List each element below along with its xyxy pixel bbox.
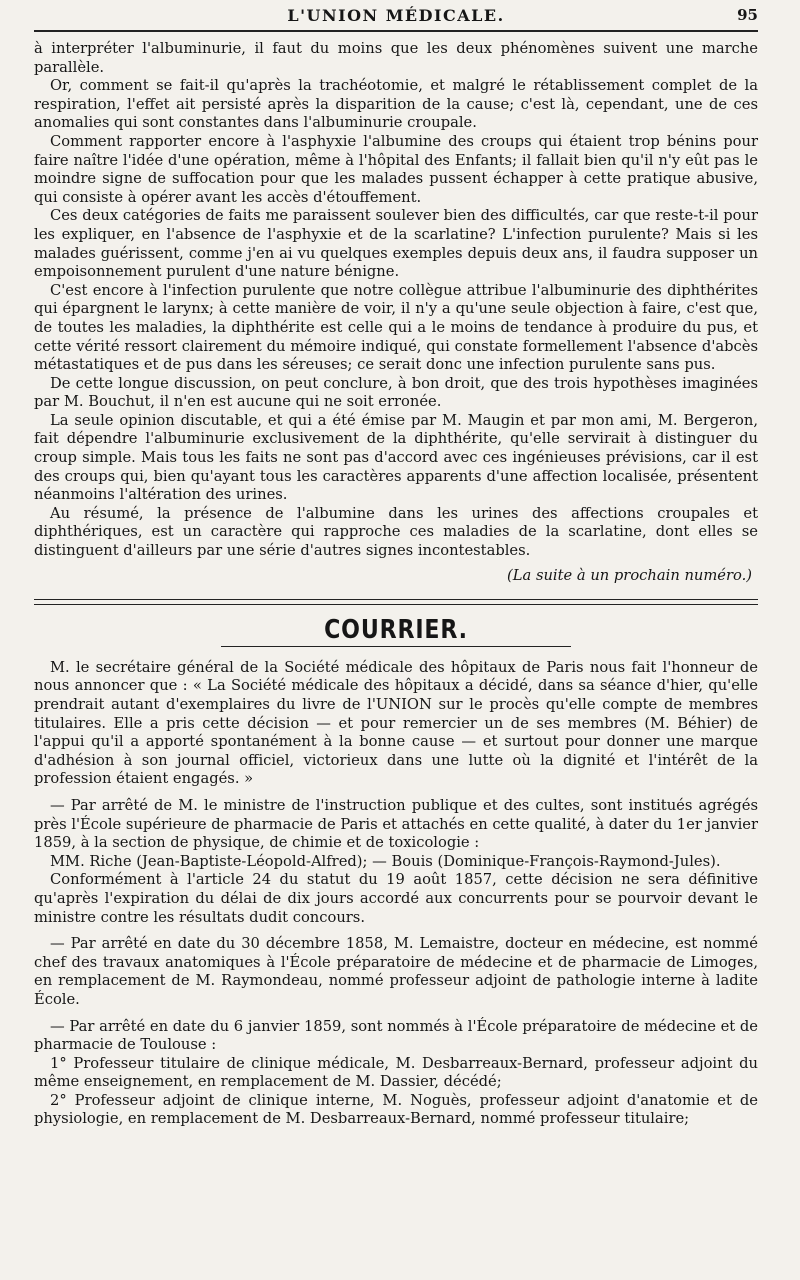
courrier-heading: COURRIER.: [324, 615, 468, 646]
courrier-paragraph: — Par arrêté de M. le ministre de l'instruction publique et des cultes, sont institués agrégés près l'École supérieure de pharmacie de Paris et attachés en cette qualité, à dater du 1er janvier 1859, à la section de physique, de chimie et de toxicologie :: [34, 796, 758, 852]
courrier-paragraph: — Par arrêté en date du 6 janvier 1859, sont nommés à l'École préparatoire de médecine et de pharmacie de Toulouse :: [34, 1017, 758, 1054]
article-paragraph: Or, comment se fait-il qu'après la trachéotomie, et malgré le rétablissement complet de la respiration, l'effet ait persisté après la disparition de la cause; c'est là, cependant, une de ces anomalies qui sont constantes dans l'albuminurie croupale.: [34, 77, 758, 132]
courrier-paragraph: Conformément à l'article 24 du statut du 19 août 1857, cette décision ne sera définitive qu'après l'expiration du délai de dix jours accordé aux concurrents pour se pourvoir devant le ministre contre les résultats dudit concours.: [34, 871, 758, 926]
courrier-paragraph: — Par arrêté en date du 30 décembre 1858, M. Lemaistre, docteur en médecine, est nommé chef des travaux anatomiques à l'École préparatoire de médecine et de pharmacie de Limoges, en remplacement de M. Raymondeau, nommé professeur adjoint de pathologie interne à ladite École.: [34, 935, 758, 1008]
header-rule: [34, 30, 758, 32]
article-paragraph: à interpréter l'albuminurie, il faut du moins que les deux phénomènes suivent une marche parallèle.: [34, 40, 758, 76]
running-header: [34, 6, 758, 26]
courrier-paragraph: MM. Riche (Jean-Baptiste-Léopold-Alfred); — Bouis (Dominique-François-Raymond-Jules).: [50, 852, 721, 870]
page-number: 95: [737, 6, 758, 24]
section-double-rule: [34, 599, 758, 605]
article-paragraph: De cette longue discussion, on peut conclure, à bon droit, que des trois hypothèses imaginées par M. Bouchut, il n'en est aucune qui ne soit erronée.: [34, 374, 758, 411]
courrier-paragraph: 1° Professeur titulaire de clinique médicale, M. Desbarreaux-Bernard, professeur adjoint du même enseignement, en remplacement de M. Dassier, décédé;: [34, 1054, 758, 1091]
article-paragraph: C'est encore à l'infection purulente que notre collègue attribue l'albuminurie des diphthérites qui épargnent le larynx; à cette manière de voir, il n'y a qu'une seule objection à faire, c'est que, de toutes les maladies, la diphthérite est celle qui a le moins de tendance à produire du pus, et cette vérité ressort clairement du mémoire indiqué, qui constate formellement l'absence d'abcès métastatiques et de pus dans les séreuses; ce serait donc une infection purulente sans pus.: [34, 281, 758, 374]
article-paragraph: Comment rapporter encore à l'asphyxie l'albumine des croups qui étaient trop bénins pour faire naître l'idée d'une opération, même à l'hôpital des Enfants; il fallait bien qu'il n'y eût pas le moindre signe de suffocation pour que les malades pussent échapper à cette pratique abusive, qui consiste à opérer avant les accès d'étouffement.: [34, 132, 758, 206]
text-column: [34, 40, 758, 1129]
heading-underline: [221, 646, 571, 647]
article-paragraph: Au résumé, la présence de l'albumine dans les urines des affections croupales et diphthériques, est un caractère qui rapproche ces maladies de la scarlatine, dont elles se distinguent d'ailleurs par une série d'autres signes incontestables.: [34, 504, 758, 560]
journal-title: L'UNION MÉDICALE.: [287, 6, 505, 25]
continued-note: (La suite à un prochain numéro.): [507, 566, 752, 584]
article-paragraph: Ces deux catégories de faits me paraissent soulever bien des difficultés, car que reste-t-il pour les expliquer, en l'absence de l'asphyxie et de la scarlatine? L'infection purulente? Mais si les malades guérissent, comme j'en ai vu quelques exemples depuis deux ans, il faudra supposer un empoisonnement purulent d'une nature bénigne.: [34, 207, 758, 281]
courrier-paragraph: M. le secrétaire général de la Société médicale des hôpitaux de Paris nous fait l'honneur de nous annoncer que : « La Société médicale des hôpitaux a décidé, dans sa séance d'hier, qu'elle prendrait autant d'exemplaires du livre de l'UNION sur le procès qu'elle compte de membres titulaires. Elle a pris cette décision — et pour remercier un de ses membres (M. Béhier) de l'appui qu'il a apporté spontanément à la bonne cause — et surtout pour donner une marque d'adhésion à son journal officiel, victorieux dans une lutte où la dignité et l'intérêt de la profession étaient engagés. »: [34, 658, 758, 788]
courrier-paragraph: 2° Professeur adjoint de clinique interne, M. Noguès, professeur adjoint d'anatomie et de physiologie, en remplacement de M. Desbarreaux-Bernard, nommé professeur titulaire;: [34, 1091, 758, 1128]
article-paragraph: La seule opinion discutable, et qui a été émise par M. Maugin et par mon ami, M. Bergeron, fait dépendre l'albuminurie exclusivement de la diphthérite, qu'elle servirait à distinguer du croup simple. Mais tous les faits ne sont pas d'accord avec ces ingénieuses prévisions, car il est des croups qui, bien qu'ayant tous les caractères apparents d'une affection localisée, présentent néanmoins l'altération des urines.: [34, 411, 758, 504]
